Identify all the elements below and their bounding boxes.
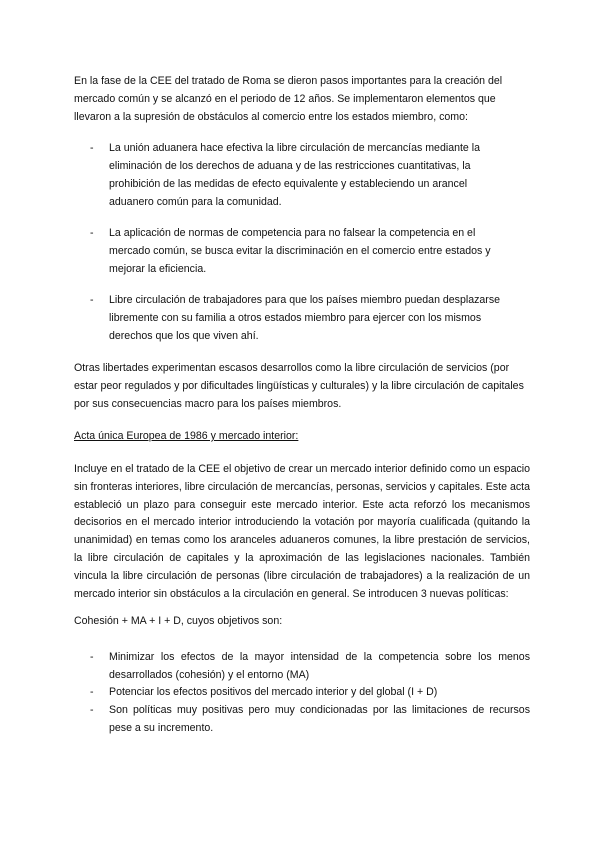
paragraph: Otras libertades experimentan escasos desarrollos como la libre circulación de servicios (por estar peor regulados y por dificultades lingüísticas y culturales) y la libre circulación de capitales por sus consecuencias macro para los países miembros. [74, 362, 524, 410]
bullet-item: Potenciar los efectos positivos del mercado interior y del global (I + D) [109, 686, 438, 698]
bullet-dash: - [90, 651, 94, 663]
bullet-dash: - [90, 227, 94, 239]
bullet-item: Son políticas muy positivas pero muy condicionadas por las limitaciones de recursos pese a su incremento. [109, 704, 530, 734]
bullet-dash: - [90, 686, 94, 698]
bullet-item: La unión aduanera hace efectiva la libre circulación de mercancías mediante la eliminación de los derechos de aduana y de las restricciones cuantitativas, la prohibición de las medidas de efecto equivalente y estableciendo un arancel aduanero común para la comunidad. [109, 142, 481, 208]
intro-paragraph: En la fase de la CEE del tratado de Roma se dieron pasos importantes para la creación del mercado común y se alcanzó en el periodo de 12 años. Se implementaron elementos que llevaron a la supresión de obstáculos al comercio entre los estados miembro, como: [74, 75, 503, 123]
bullet-dash: - [90, 294, 94, 306]
paragraph-line: Cohesión + MA + I + D, cuyos objetivos son: [74, 615, 283, 627]
bullet-dash: - [90, 704, 94, 716]
bullet-item: Libre circulación de trabajadores para que los países miembro puedan desplazarse libremente con su familia a otros estados miembro para ejercer con los mismos derechos que los que viven ahí. [109, 294, 501, 342]
bullet-dash: - [90, 142, 94, 154]
section-title: Acta única Europea de 1986 y mercado interior: [74, 430, 299, 442]
paragraph: Incluye en el tratado de la CEE el objetivo de crear un mercado interior definido como un espacio sin fronteras interiores, libre circulación de mercancías, personas, servicios y capitales. Este acta estableció un plazo para conseguir este mercado interior. Este acta reforzó los mecanismos decisorios en el mercado interior introduciendo la votación por mayoría cualificada (quitando la unanimidad) en temas como los aranceles aduaneros comunes, la libre prestación de servicios, la libre circulación de capitales y la aproximación de las legislaciones nacionales. También vincula la libre circulación de personas (libre circulación de trabajadores) a la realización de un mercado interior sin obstáculos a la circulación en general. Se introducen 3 nuevas políticas: [74, 463, 530, 600]
bullet-item: Minimizar los efectos de la mayor intensidad de la competencia sobre los menos desarrollados (cohesión) y el entorno (MA) [109, 651, 530, 681]
bullet-item: La aplicación de normas de competencia para no falsear la competencia en el mercado común, se busca evitar la discriminación en el comercio entre estados y mejorar la eficiencia. [109, 227, 491, 275]
